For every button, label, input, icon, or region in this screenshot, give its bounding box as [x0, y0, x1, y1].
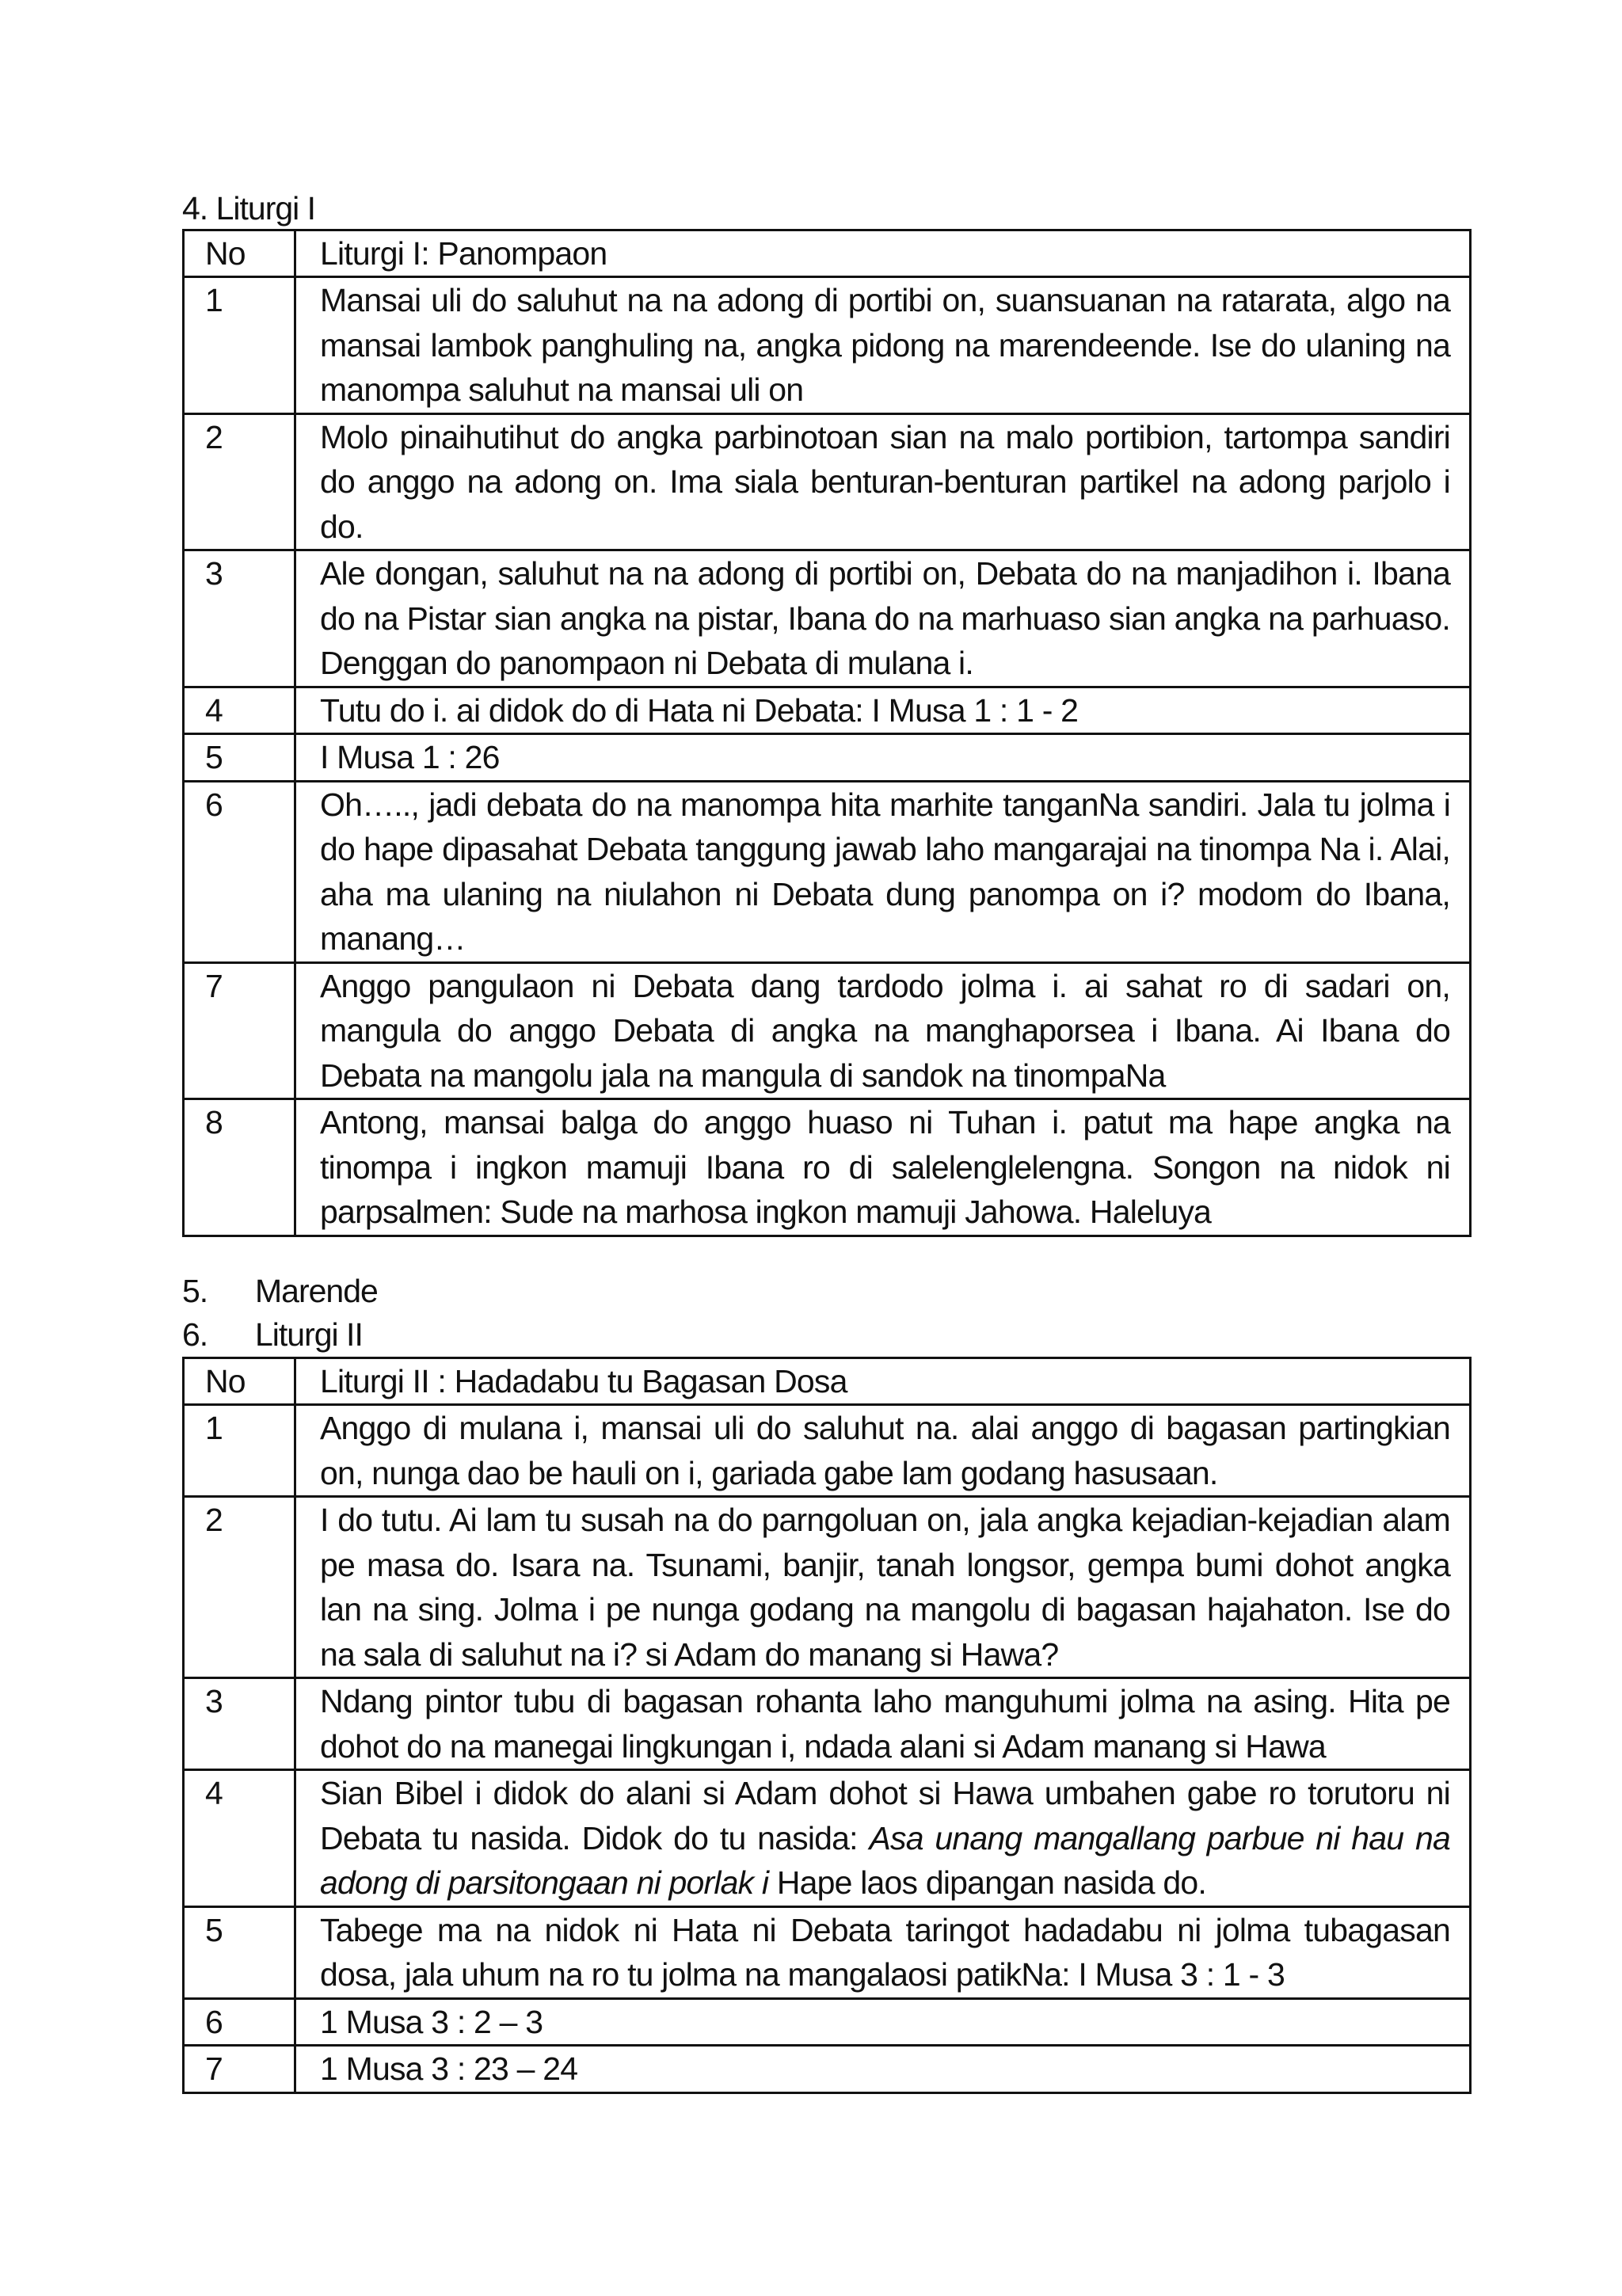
- row-number: 1: [184, 277, 295, 414]
- row-text: Ndang pintor tubu di bagasan rohanta laho manguhumi jolma na asing. Hita pe dohot do na manegai lingkungan i, ndada alani si Adam manang si Hawa: [295, 1678, 1471, 1770]
- row-number: 5: [184, 1906, 295, 1998]
- table-row: [184, 1405, 1471, 1497]
- table-header-row: [184, 1358, 1471, 1405]
- liturgi-2-table: [182, 1357, 1472, 2094]
- row-text: Tabege ma na nidok ni Hata ni Debata taringot hadadabu ni jolma tubagasan dosa, jala uhum na ro tu jolma na mangalaosi patikNa: I Musa 3 : 1 - 3: [295, 1906, 1471, 1998]
- row-text: Oh….., jadi debata do na manompa hita marhite tanganNa sandiri. Jala tu jolma i do hape dipasahat Debata tanggung jawab laho mangarajai na tinompa Na i. Alai, aha ma ulaning na niulahon ni Debata dung panompa on i? modom do Ibana, manang…: [295, 781, 1471, 962]
- row-text-before: Sian Bibel i didok do alani si Adam dohot si Hawa umbahen gabe ro torutoru ni Debata tu nasida. Didok do tu nasida:: [320, 1775, 1450, 1856]
- row-text: I Musa 1 : 26: [295, 734, 1471, 782]
- section-6-heading: [182, 1312, 363, 1357]
- row-number: 4: [184, 687, 295, 734]
- header-title: Liturgi II : Hadadabu tu Bagasan Dosa: [295, 1358, 1471, 1405]
- row-text: I do tutu. Ai lam tu susah na do parngoluan on, jala angka kejadian-kejadian alam pe masa do. Isara na. Tsunami, banjir, tanah longsor, gempa bumi dohot angka lan na sing. Jolma i pe nunga godang na mangolu di bagasan hajahaton. Ise do na sala di saluhut na i? si Adam do manang si Hawa?: [295, 1497, 1471, 1678]
- row-text: Molo pinaihutihut do angka parbinotoan sian na malo portibion, tartompa sandiri do anggo na adong on. Ima siala benturan-benturan partikel na adong parjolo i do.: [295, 413, 1471, 550]
- table-row: [184, 1099, 1471, 1236]
- table-row: [184, 687, 1471, 734]
- table-row: [184, 734, 1471, 782]
- section-5-title: Marende: [255, 1273, 378, 1309]
- table-row: [184, 413, 1471, 550]
- section-6-title: Liturgi II: [255, 1316, 363, 1353]
- table-row: [184, 1497, 1471, 1678]
- row-number: 3: [184, 550, 295, 687]
- liturgi-1-table: [182, 229, 1472, 1237]
- row-number: 1: [184, 1405, 295, 1497]
- table-row: [184, 962, 1471, 1099]
- table-row: [184, 2046, 1471, 2093]
- table-row: [184, 550, 1471, 687]
- row-text: Tutu do i. ai didok do di Hata ni Debata: I Musa 1 : 1 - 2: [295, 687, 1471, 734]
- table-row: [184, 1678, 1471, 1770]
- header-title: Liturgi I: Panompaon: [295, 230, 1471, 277]
- row-text-after: Hape laos dipangan nasida do.: [768, 1864, 1206, 1901]
- row-text: Antong, mansai balga do anggo huaso ni Tuhan i. patut ma hape angka na tinompa i ingkon mamuji Ibana ro di salelenglelengna. Songon na nidok ni parpsalmen: Sude na marhosa ingkon mamuji Jahowa. Haleluya: [295, 1099, 1471, 1236]
- row-number: 8: [184, 1099, 295, 1236]
- header-no: No: [184, 1358, 295, 1405]
- table-row: [184, 781, 1471, 962]
- section-5-number: 5.: [182, 1273, 208, 1309]
- row-text: Mansai uli do saluhut na na adong di portibi on, suansuanan na ratarata, algo na mansai lambok panghuling na, angka pidong na marendeende. Ise do ulaning na manompa saluhut na mansai uli on: [295, 277, 1471, 414]
- row-number: 2: [184, 1497, 295, 1678]
- row-number: 4: [184, 1770, 295, 1907]
- section-4-title: 4. Liturgi I: [182, 190, 316, 227]
- table-header-row: [184, 230, 1471, 277]
- row-text: [295, 1770, 1471, 1907]
- row-text-italic-quote: Asa unang mangallang parbue ni hau na adong di parsitongaan ni porlak i: [320, 1819, 1451, 1901]
- row-text: 1 Musa 3 : 23 – 24: [295, 2046, 1471, 2093]
- row-number: 3: [184, 1678, 295, 1770]
- row-number: 5: [184, 734, 295, 782]
- row-number: 6: [184, 781, 295, 962]
- row-number: 7: [184, 962, 295, 1099]
- row-number: 2: [184, 413, 295, 550]
- table-row: [184, 277, 1471, 414]
- row-text: Anggo di mulana i, mansai uli do saluhut na. alai anggo di bagasan partingkian on, nunga dao be hauli on i, gariada gabe lam godang hasusaan.: [295, 1405, 1471, 1497]
- section-5-heading: [182, 1269, 378, 1313]
- table-row: [184, 1906, 1471, 1998]
- header-no: No: [184, 230, 295, 277]
- row-text: Anggo pangulaon ni Debata dang tardodo jolma i. ai sahat ro di sadari on, mangula do anggo Debata di angka na manghaporsea i Ibana. Ai Ibana do Debata na mangolu jala na mangula di sandok na tinompaNa: [295, 962, 1471, 1099]
- row-number: 6: [184, 1998, 295, 2046]
- row-text: Ale dongan, saluhut na na adong di portibi on, Debata do na manjadihon i. Ibana do na Pistar sian angka na pistar, Ibana do na marhuaso sian angka na parhuaso. Denggan do panompaon ni Debata di mulana i.: [295, 550, 1471, 687]
- row-text: 1 Musa 3 : 2 – 3: [295, 1998, 1471, 2046]
- row-number: 7: [184, 2046, 295, 2093]
- section-6-number: 6.: [182, 1316, 208, 1353]
- table-row: [184, 1998, 1471, 2046]
- table-row: [184, 1770, 1471, 1907]
